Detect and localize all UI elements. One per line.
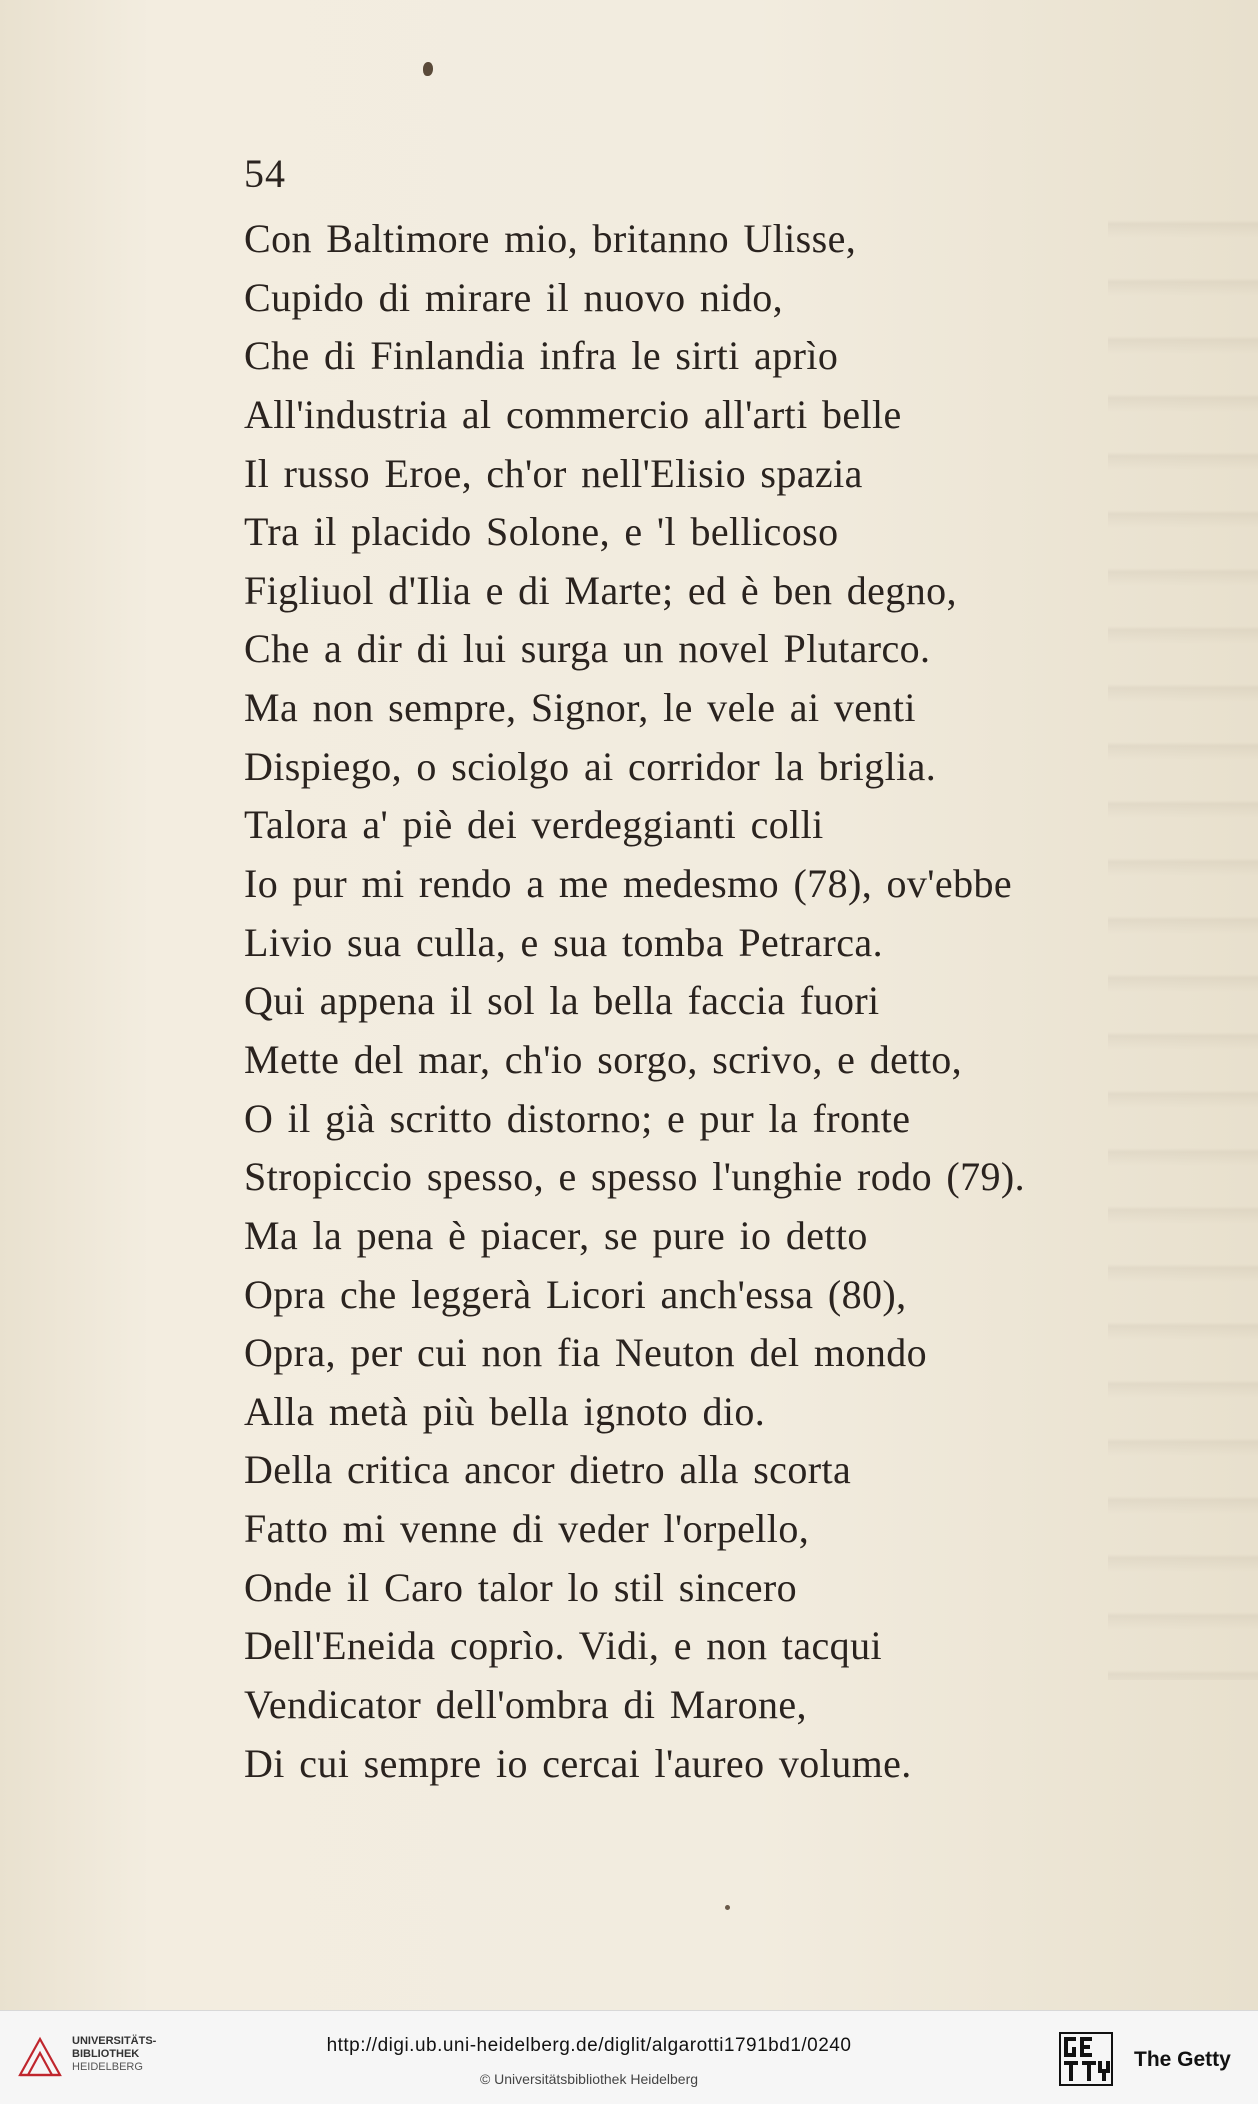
poem-line: Figliuol d'Ilia e di Marte; ed è ben degno, — [244, 567, 957, 613]
poem-line: Vendicator dell'ombra di Marone, — [244, 1682, 807, 1728]
poem-line: Talora a' piè dei verdeggianti colli — [244, 802, 824, 848]
poem-line: Alla metà più bella ignoto dio. — [244, 1388, 766, 1434]
getty-logo-icon[interactable] — [1058, 2031, 1114, 2087]
poem-line: Onde il Caro talor lo stil sincero — [244, 1564, 798, 1610]
poem-line: Cupido di mirare il nuovo nido, — [244, 274, 784, 320]
ink-blot — [423, 62, 433, 76]
poem-line: Opra che leggerà Licori anch'essa (80), — [244, 1271, 907, 1317]
poem-line: Dell'Eneida coprìo. Vidi, e non tacqui — [244, 1623, 882, 1669]
poem-text — [244, 210, 1174, 1793]
poem-line: Io pur mi rendo a me medesmo (78), ov'ebbe — [244, 861, 1013, 907]
poem-line: O il già scritto distorno; e pur la fronte — [244, 1095, 911, 1141]
page-number: 54 — [244, 151, 286, 196]
poem-line: Dispiego, o sciolgo ai corridor la briglia. — [244, 743, 937, 789]
poem-line: Di cui sempre io cercai l'aureo volume. — [244, 1740, 912, 1786]
poem-line: Che di Finlandia infra le sirti aprìo — [244, 333, 839, 379]
ink-speck — [725, 1905, 730, 1910]
poem-line: Livio sua culla, e sua tomba Petrarca. — [244, 919, 883, 965]
institution-line-1: UNIVERSITÄTS- — [72, 2035, 157, 2047]
footer-bar — [0, 2010, 1258, 2104]
permalink-url[interactable]: http://digi.ub.uni-heidelberg.de/diglit/algarotti1791bd1/0240 — [326, 2035, 852, 2056]
poem-line: Tra il placido Solone, e 'l bellicoso — [244, 509, 839, 555]
getty-name[interactable]: The Getty — [1134, 2048, 1231, 2071]
poem-line: All'industria al commercio all'arti belle — [244, 391, 902, 437]
institution-line-3: HEIDELBERG — [72, 2061, 143, 2073]
poem-line: Che a dir di lui surga un novel Plutarco. — [244, 626, 931, 672]
institution-line-2: BIBLIOTHEK — [72, 2048, 140, 2060]
poem-line: Della critica ancor dietro alla scorta — [244, 1447, 852, 1493]
poem-line: Fatto mi venne di veder l'orpello, — [244, 1506, 810, 1552]
poem-line: Ma la pena è piacer, se pure io detto — [244, 1212, 868, 1258]
poem-line: Opra, per cui non fia Neuton del mondo — [244, 1330, 928, 1376]
poem-line: Con Baltimore mio, britanno Ulisse, — [244, 216, 857, 261]
poem-line: Ma non sempre, Signor, le vele ai venti — [244, 685, 916, 731]
copyright-notice: © Universitätsbibliothek Heidelberg — [479, 2071, 699, 2087]
poem-line: Il russo Eroe, ch'or nell'Elisio spazia — [244, 450, 863, 496]
poem-line: Stropiccio spesso, e spesso l'unghie rodo (79). — [244, 1154, 1026, 1200]
poem-line: Qui appena il sol la bella faccia fuori — [244, 978, 880, 1024]
poem-line: Mette del mar, ch'io sorgo, scrivo, e detto, — [244, 1036, 963, 1082]
